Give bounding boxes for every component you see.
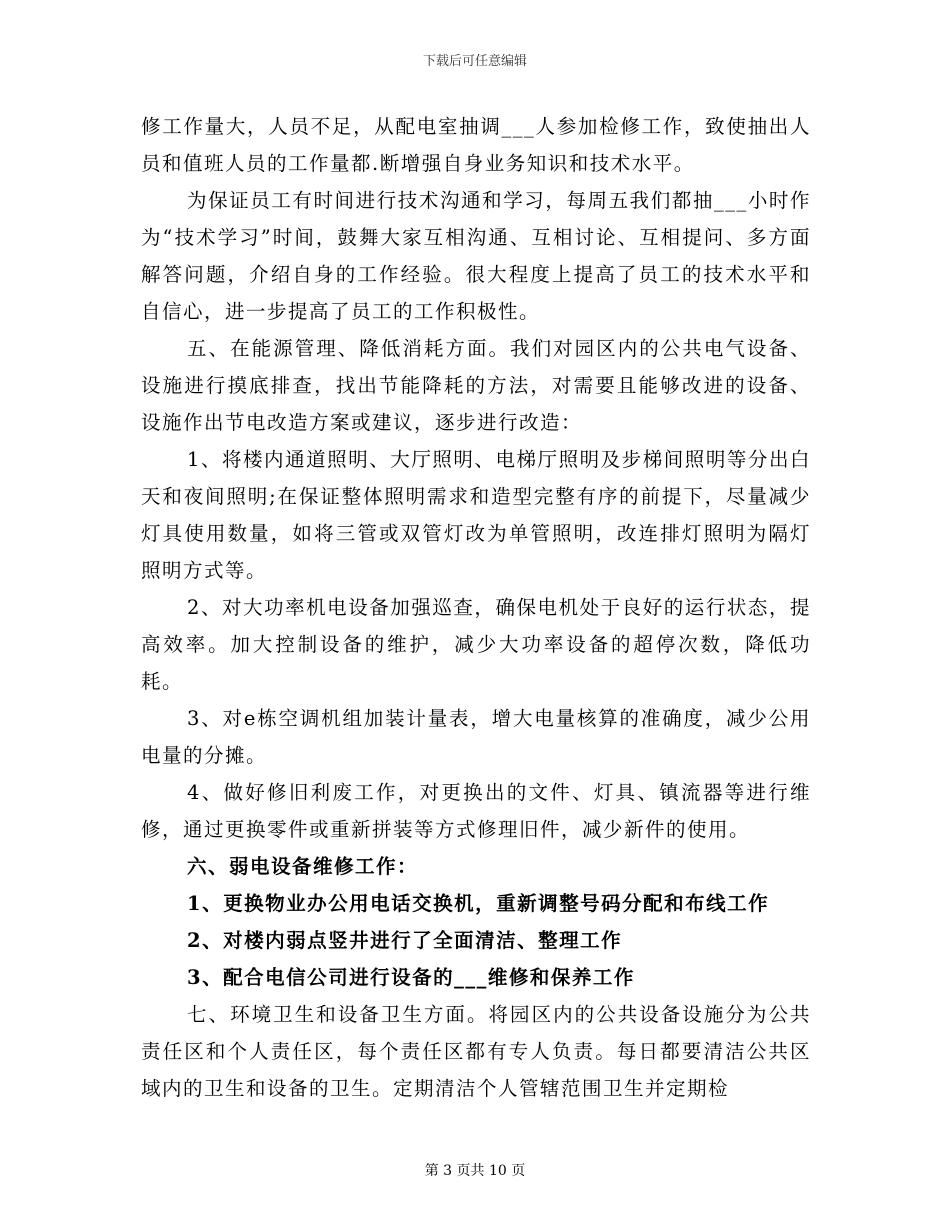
paragraph: 五、在能源管理、降低消耗方面。我们对园区内的公共电气设备、设施进行摸底排查，找出节能降耗的方法，对需要且能够改进的设备、设施作出节电改造方案或建议，逐步进行改造： xyxy=(141,337,811,434)
paragraph: 修工作量大，人员不足，从配电室抽调___人参加检修工作，致使抽出人员和值班人员的工作量都.断增强自身业务知识和技术水平。 xyxy=(141,115,811,175)
paragraph: 1、将楼内通道照明、大厅照明、电梯厅照明及步梯间照明等分出白天和夜间照明;在保证整体照明需求和造型完整有序的前提下，尽量减少灯具使用数量，如将三管或双管灯改为单管照明，改连排灯照明为隔灯照明方式等。 xyxy=(141,448,811,582)
paragraph: 4、做好修旧利废工作，对更换出的文件、灯具、镇流器等进行维修，通过更换零件或重新拼装等方式修理旧件，减少新件的使用。 xyxy=(141,781,811,841)
page-header: 下载后可任意编辑 xyxy=(422,54,527,69)
document-body xyxy=(141,108,811,1107)
paragraph: 为保证员工有时间进行技术沟通和学习，每周五我们都抽___小时作为“技术学习”时间，鼓舞大家互相沟通、互相讨论、互相提问、多方面解答问题，介绍自身的工作经验。很大程度上提高了员工的技术水平和自信心，进一步提高了员工的工作积极性。 xyxy=(141,189,811,323)
paragraph: 七、环境卫生和设备卫生方面。将园区内的公共设备设施分为公共责任区和个人责任区，每个责任区都有专人负责。每日都要清洁公共区域内的卫生和设备的卫生。定期清洁个人管辖范围卫生并定期检 xyxy=(141,1003,811,1100)
paragraph: 2、对大功率机电设备加强巡查，确保电机处于良好的运行状态，提高效率。加大控制设备的维护，减少大功率设备的超停次数，降低功耗。 xyxy=(141,596,811,693)
list-item: 2、对楼内弱点竖井进行了全面清洁、整理工作 xyxy=(187,929,623,952)
page-footer: 第 3 页共 10 页 xyxy=(424,1163,526,1179)
section-heading: 六、弱电设备维修工作： xyxy=(187,855,419,878)
list-item: 3、配合电信公司进行设备的___维修和保养工作 xyxy=(187,966,635,989)
list-item: 1、更换物业办公用电话交换机，重新调整号码分配和布线工作 xyxy=(187,892,770,915)
paragraph: 3、对e栋空调机组加装计量表，增大电量核算的准确度，减少公用电量的分摊。 xyxy=(141,707,811,767)
